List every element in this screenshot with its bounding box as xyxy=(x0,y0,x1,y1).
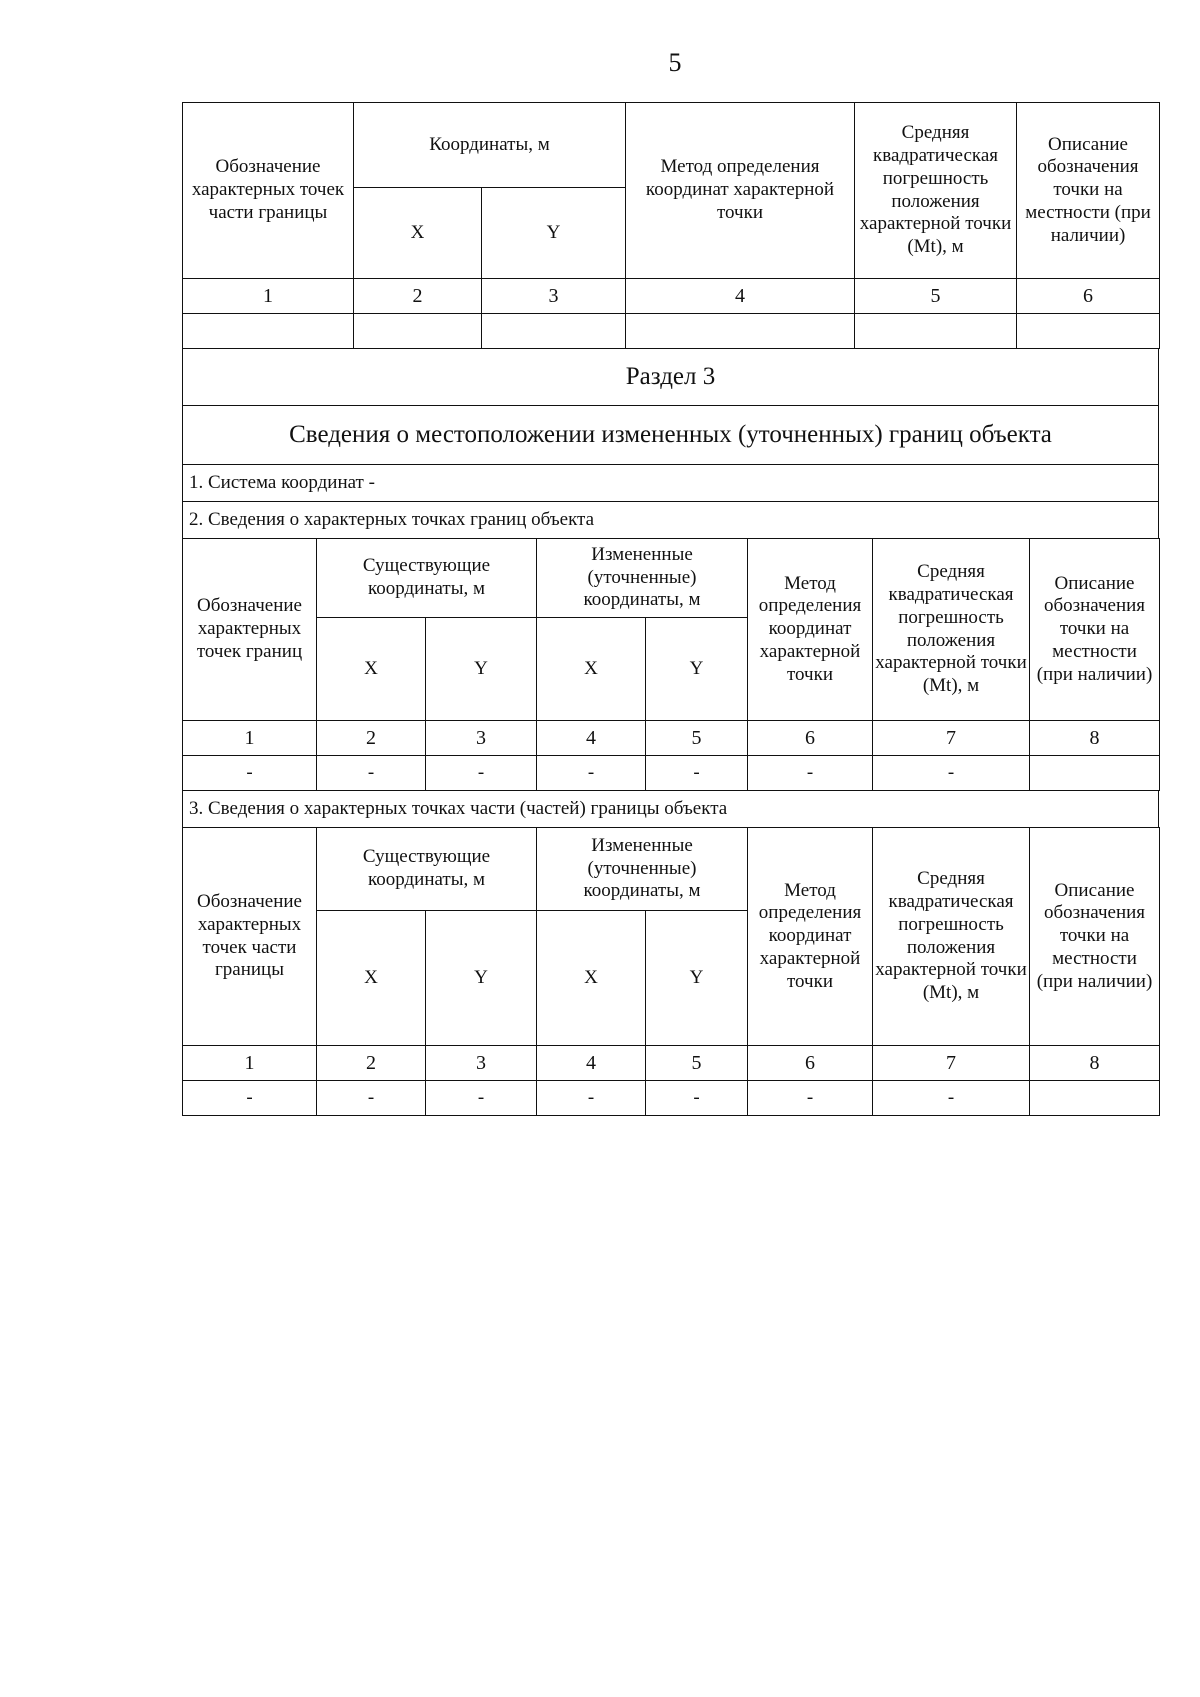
error-header: Средняя квадратическая погрешность положения характерной точки (Mt), м xyxy=(873,539,1030,721)
column-number: 4 xyxy=(537,721,646,756)
error-header: Средняя квадратическая погрешность положения характерной точки (Mt), м xyxy=(873,828,1030,1046)
existing-coords-header: Существующие координаты, м xyxy=(317,539,537,618)
table-cell: - xyxy=(426,1081,537,1116)
x-header: X xyxy=(317,618,426,721)
description-header: Описание обозначения точки на местности (при наличии) xyxy=(1030,539,1160,721)
parts-heading: 3. Сведения о характерных точках части (частей) границы объекта xyxy=(183,791,1159,828)
column-number: 5 xyxy=(855,279,1017,314)
table-cell: - xyxy=(646,1081,748,1116)
table-cell: - xyxy=(748,1081,873,1116)
column-number: 5 xyxy=(646,721,748,756)
column-number: 2 xyxy=(317,1046,426,1081)
table-cell: - xyxy=(873,756,1030,791)
method-header: Метод определения координат характерной точки xyxy=(748,539,873,721)
column-number: 1 xyxy=(183,721,317,756)
table-cell xyxy=(354,314,482,349)
designation-header: Обозначение характерных точек части границы xyxy=(183,828,317,1046)
y-header: Y xyxy=(646,618,748,721)
table-cell: - xyxy=(317,756,426,791)
table-cell: - xyxy=(873,1081,1030,1116)
x-header: X xyxy=(354,188,482,279)
section-title: Раздел 3 xyxy=(183,349,1159,406)
table-cell: - xyxy=(183,756,317,791)
table-cell: - xyxy=(426,756,537,791)
table-cell: - xyxy=(537,756,646,791)
table-cell: - xyxy=(748,756,873,791)
column-number: 8 xyxy=(1030,721,1160,756)
parts-heading-block xyxy=(182,790,1159,828)
method-header: Метод определения координат характерной точки xyxy=(748,828,873,1046)
table-cell xyxy=(626,314,855,349)
column-number: 6 xyxy=(748,1046,873,1081)
table-cell xyxy=(1017,314,1160,349)
column-number: 1 xyxy=(183,279,354,314)
column-number: 3 xyxy=(482,279,626,314)
column-number: 8 xyxy=(1030,1046,1160,1081)
table-cell: - xyxy=(317,1081,426,1116)
table-cell xyxy=(1030,756,1160,791)
description-header: Описание обозначения точки на местности (при наличии) xyxy=(1030,828,1160,1046)
method-header: Метод определения координат характерной точки xyxy=(626,103,855,279)
section-3-header xyxy=(182,348,1159,539)
changed-coords-header: Измененные (уточненные) координаты, м xyxy=(537,539,748,618)
boundary-points-table xyxy=(182,538,1160,791)
existing-coords-header: Существующие координаты, м xyxy=(317,828,537,911)
y-header: Y xyxy=(646,911,748,1046)
changed-coords-header: Измененные (уточненные) координаты, м xyxy=(537,828,748,911)
x-header: X xyxy=(317,911,426,1046)
column-number: 7 xyxy=(873,721,1030,756)
table-cell xyxy=(1030,1081,1160,1116)
x-header: X xyxy=(537,618,646,721)
table-cell: - xyxy=(537,1081,646,1116)
coord-system-line: 1. Система координат - xyxy=(183,465,1159,502)
column-number: 2 xyxy=(354,279,482,314)
part-points-table xyxy=(182,827,1160,1116)
table-cell: - xyxy=(183,1081,317,1116)
y-header: Y xyxy=(426,911,537,1046)
table-cell xyxy=(855,314,1017,349)
column-number: 6 xyxy=(748,721,873,756)
document-body xyxy=(182,102,1159,1116)
column-number: 7 xyxy=(873,1046,1030,1081)
section-subtitle: Сведения о местоположении измененных (уточненных) границ объекта xyxy=(183,406,1159,465)
column-number: 4 xyxy=(626,279,855,314)
column-number: 3 xyxy=(426,1046,537,1081)
column-number: 4 xyxy=(537,1046,646,1081)
column-number: 3 xyxy=(426,721,537,756)
error-header: Средняя квадратическая погрешность положения характерной точки (Mt), м xyxy=(855,103,1017,279)
table-cell xyxy=(482,314,626,349)
x-header: X xyxy=(537,911,646,1046)
points-heading: 2. Сведения о характерных точках границ объекта xyxy=(183,502,1159,539)
table-cell xyxy=(183,314,354,349)
column-number: 1 xyxy=(183,1046,317,1081)
column-number: 6 xyxy=(1017,279,1160,314)
y-header: Y xyxy=(482,188,626,279)
designation-header: Обозначение характерных точек части границы xyxy=(183,103,354,279)
column-number: 5 xyxy=(646,1046,748,1081)
description-header: Описание обозначения точки на местности (при наличии) xyxy=(1017,103,1160,279)
y-header: Y xyxy=(426,618,537,721)
page-number: 5 xyxy=(668,48,682,77)
coordinates-header: Координаты, м xyxy=(354,103,626,188)
part-boundary-points-table xyxy=(182,102,1160,349)
column-number: 2 xyxy=(317,721,426,756)
table-cell: - xyxy=(646,756,748,791)
designation-header: Обозначение характерных точек границ xyxy=(183,539,317,721)
